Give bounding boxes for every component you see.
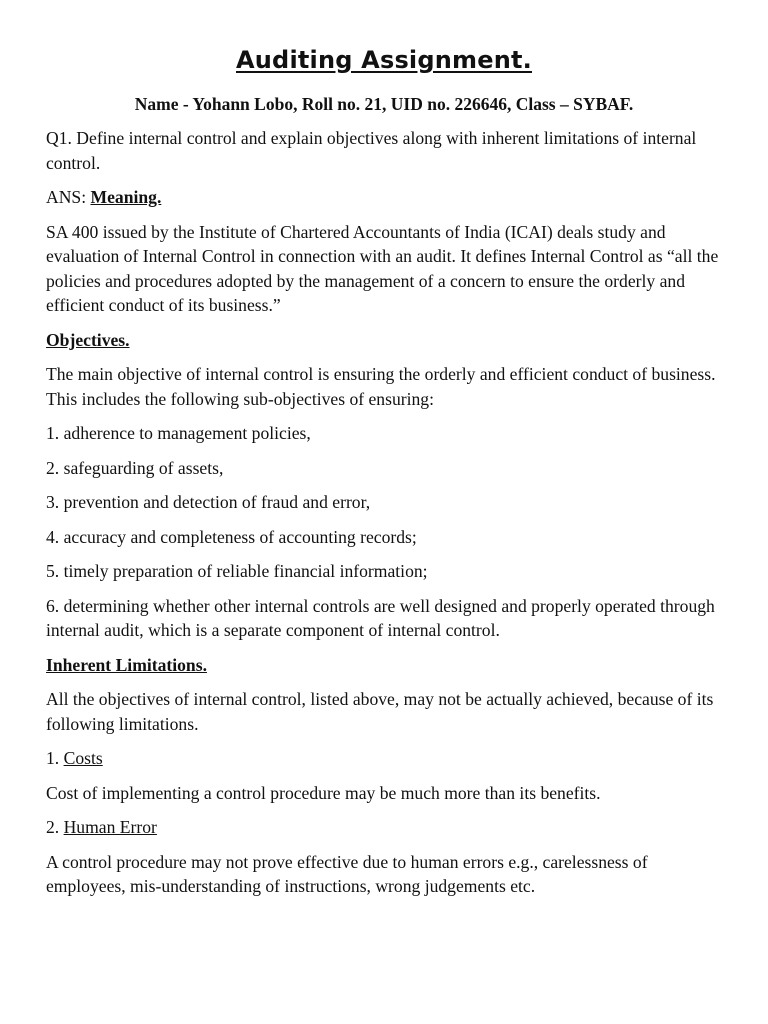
answer-prefix: ANS:	[46, 187, 91, 207]
limitation-text: Cost of implementing a control procedure may be much more than its benefits.	[46, 782, 601, 803]
objective-item: 5. timely preparation of reliable financial information;	[46, 561, 428, 581]
answer-line	[46, 185, 726, 210]
meaning-heading: Meaning.	[90, 187, 162, 207]
meaning-paragraph: SA 400 issued by the Institute of Chartered Accountants of India (ICAI) deals study and evaluation of Internal Control in connection with an audit. It defines Internal Control as “all the policies and procedures adopted by the management of a concern to ensure the orderly and efficient conduct of its business.”	[46, 221, 719, 315]
document-title: Auditing Assignment.	[236, 46, 532, 74]
limitation-number: 2.	[46, 817, 64, 837]
objective-item: 2. safeguarding of assets,	[46, 457, 224, 478]
objectives-heading: Objectives.	[46, 329, 130, 350]
limitation-number: 1.	[46, 748, 64, 768]
limitation-title: Human Error	[63, 817, 157, 837]
limitations-intro: All the objectives of internal control, listed above, may not be actually achieved, because of its following limitations.	[46, 689, 714, 734]
document-body	[46, 126, 726, 909]
limitations-heading: Inherent Limitations.	[46, 654, 207, 675]
limitation-title-line	[46, 815, 726, 840]
objectives-intro: The main objective of internal control is ensuring the orderly and efficient conduct of business. This includes the following sub-objectives of ensuring:	[46, 364, 716, 409]
objective-item: 6. determining whether other internal controls are well designed and properly operated through internal audit, which is a separate component of internal control.	[46, 595, 715, 640]
limitation-title-line	[46, 746, 726, 771]
objective-item: 4. accuracy and completeness of accounting records;	[46, 526, 417, 547]
student-details: Name - Yohann Lobo, Roll no. 21, UID no. 226646, Class – SYBAF.	[134, 94, 634, 114]
limitation-title: Costs	[63, 748, 103, 768]
objective-item: 1. adherence to management policies,	[46, 423, 311, 443]
question-text: Q1. Define internal control and explain objectives along with inherent limitations of internal control.	[46, 128, 697, 173]
limitation-text: A control procedure may not prove effective due to human errors e.g., carelessness of employees, mis-understanding of instructions, wrong judgements etc.	[46, 851, 648, 896]
objective-item: 3. prevention and detection of fraud and error,	[46, 492, 371, 512]
